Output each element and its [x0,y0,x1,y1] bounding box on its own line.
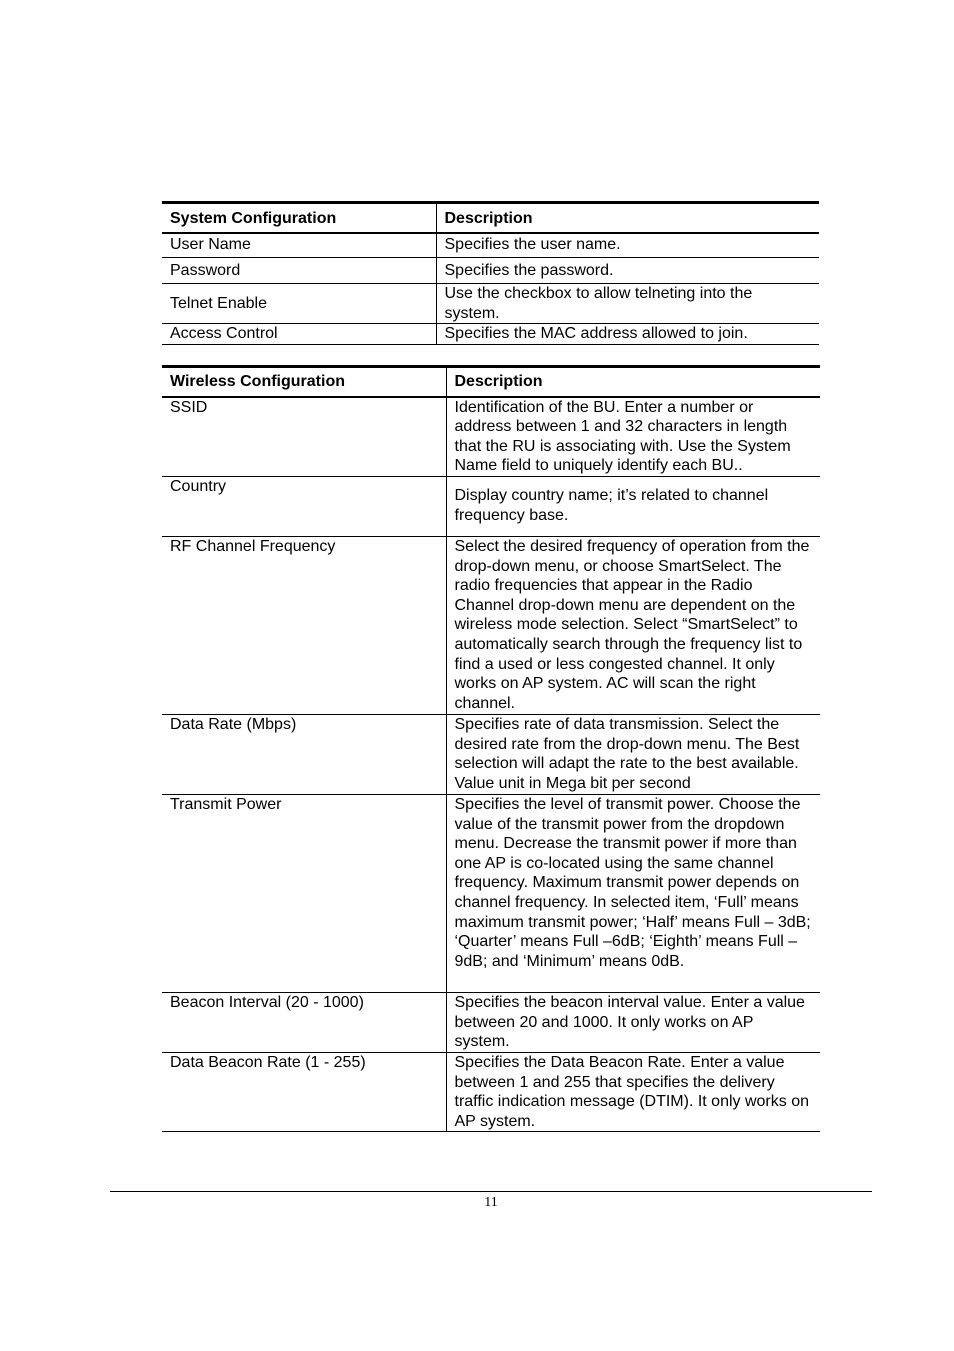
table-row [162,324,819,345]
page-number: 11 [484,1195,498,1210]
setting-name: Data Rate (Mbps) [162,715,446,795]
table-row [162,537,820,715]
setting-name: Data Beacon Rate (1 - 255) [162,1053,446,1132]
setting-name: Access Control [162,324,436,345]
setting-description: Specifies the password. [444,261,614,279]
table-row [162,715,820,795]
footer-divider [110,1191,872,1192]
setting-name: Country [162,477,446,537]
table-row [162,1053,820,1132]
setting-description: Use the checkbox to allow telneting into the system. [444,285,753,322]
table-row [162,397,820,477]
column-header-system-configuration: System Configuration [162,203,436,233]
table-header-row [162,367,820,397]
table-row [162,795,820,993]
setting-description: Specifies the user name. [444,236,621,254]
table-row [162,477,820,537]
setting-name: Beacon Interval (20 - 1000) [162,993,446,1053]
setting-name: SSID [162,397,446,477]
wireless-configuration-table [162,365,820,1132]
table-row [162,258,819,284]
setting-description: Select the desired frequency of operation from the drop-down menu, or choose SmartSelect. The radio frequencies that appear in the Radio Channel drop-down menu are dependent on the wireless mode selection. Select “SmartSelect” to automatically search through the frequency list to find a used or less congested channel. It only works on AP system. AC will scan the right channel. [454,538,810,712]
setting-description: Specifies the level of transmit power. Choose the value of the transmit power from the dropdown menu. Decrease the transmit power if more than one AP is co-located using the same channel frequency. Maximum transmit power depends on channel frequency. In selected item, ‘Full’ means maximum transmit power; ‘Half’ means Full – 3dB; ‘Quarter’ means Full –6dB; ‘Eighth’ means Full –9dB; and ‘Minimum’ means 0dB. [454,796,811,970]
column-header-description: Description [436,203,819,233]
table-row [162,233,819,258]
setting-description: Specifies the MAC address allowed to join. [444,325,748,343]
setting-name: Password [162,258,436,284]
setting-description: Specifies rate of data transmission. Select the desired rate from the drop-down menu. The Best selection will adapt the rate to the best available. Value unit in Mega bit per second [454,716,800,792]
setting-description: Identification of the BU. Enter a number or address between 1 and 32 characters in length that the RU is associating with. Use the System Name field to uniquely identify each BU.. [454,398,791,475]
table-row [162,284,819,324]
setting-description: Specifies the beacon interval value. Enter a value between 20 and 1000. It only works on AP system. [454,994,805,1051]
setting-description: Specifies the Data Beacon Rate. Enter a value between 1 and 255 that specifies the delivery traffic indication message (DTIM). It only works on AP system. [454,1054,809,1130]
table-row [162,993,820,1053]
table-header-row [162,203,819,233]
setting-name: Transmit Power [162,795,446,993]
setting-name: RF Channel Frequency [162,537,446,715]
setting-name: User Name [162,233,436,258]
column-header-description: Description [446,367,820,397]
setting-name: Telnet Enable [162,284,436,324]
system-configuration-table [162,201,819,345]
setting-description: Display country name; it’s related to channel frequency base. [454,487,769,524]
column-header-wireless-configuration: Wireless Configuration [162,367,446,397]
